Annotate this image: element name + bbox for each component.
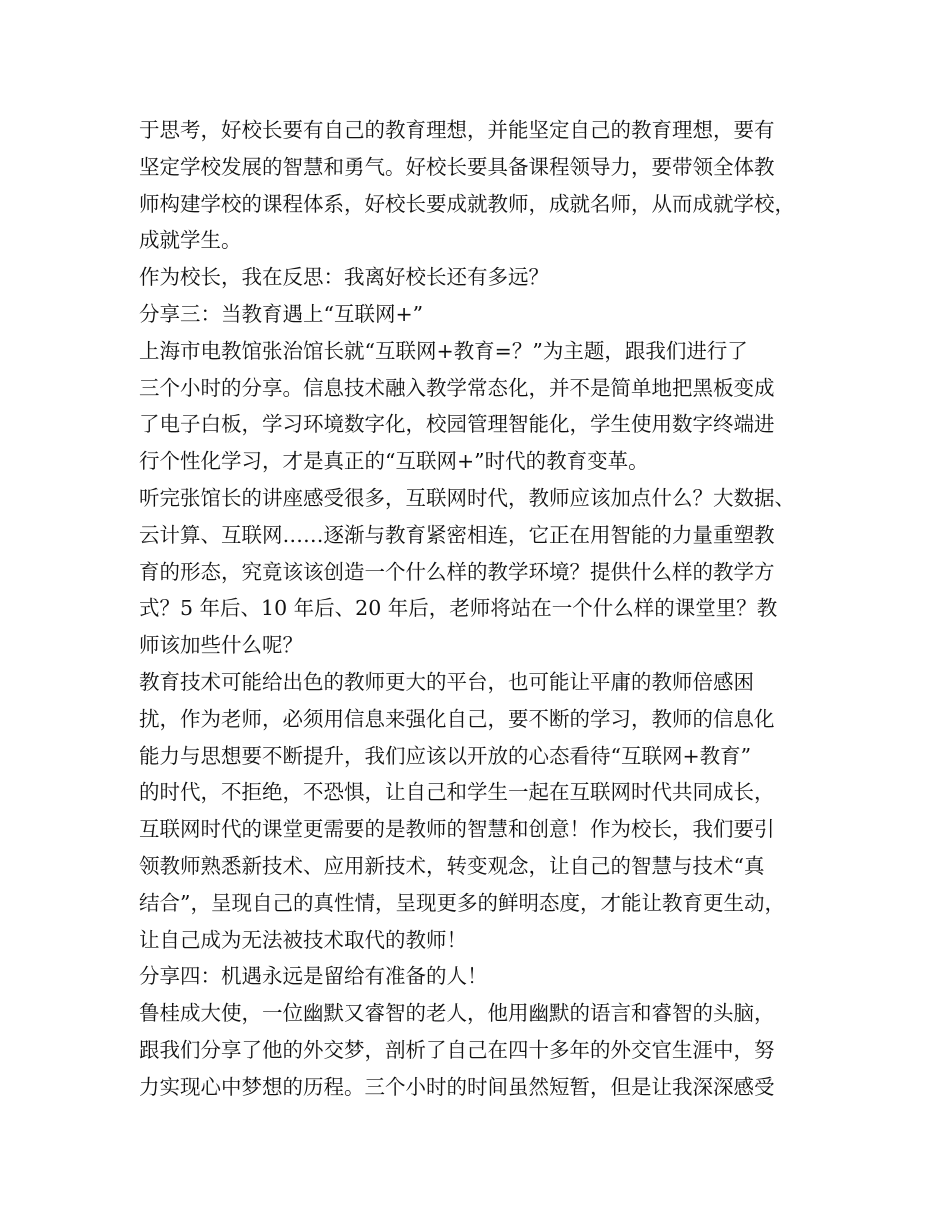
text-line: 力实现心中梦想的历程。三个小时的时间虽然短暂，但是让我深深感受 xyxy=(139,1074,775,1099)
text-line: 结合”，呈现自己的真性情，呈现更多的鲜明态度，才能让教育更生动， xyxy=(139,890,785,915)
text-line: 上海市电教馆张治馆长就“互联网+教育=？”为主题，跟我们进行了 xyxy=(139,338,748,363)
document-body xyxy=(139,112,829,1106)
text-line: 领教师熟悉新技术、应用新技术，转变观念，让自己的智慧与技术“真 xyxy=(139,853,765,878)
text-line: 三个小时的分享。信息技术融入教学常态化，并不是简单地把黑板变成 xyxy=(139,375,775,400)
section-heading: 分享四：机遇永远是留给有准备的人！ xyxy=(139,964,488,989)
text-line: 的时代，不拒绝，不恐惧，让自己和学生一起在互联网时代共同成长， xyxy=(139,780,775,805)
text-line: 于思考，好校长要有自己的教育理想，并能坚定自己的教育理想，要有 xyxy=(139,118,775,142)
text-line: 扰，作为老师，必须用信息来强化自己，要不断的学习，教师的信息化 xyxy=(139,706,775,731)
text-line: 能力与思想要不断提升，我们应该以开放的心态看待“互联网+教育” xyxy=(139,743,752,768)
text-line: 坚定学校发展的智慧和勇气。好校长要具备课程领导力，要带领全体教 xyxy=(139,154,775,179)
text-line: 了电子白板，学习环境数字化，校园管理智能化，学生使用数字终端进 xyxy=(139,412,775,437)
text-line: 式？5 年后、10 年后、20 年后，老师将站在一个什么样的课堂里？教 xyxy=(139,596,778,621)
text-line: 跟我们分享了他的外交梦，剖析了自己在四十多年的外交官生涯中，努 xyxy=(139,1037,775,1062)
text-line: 作为校长，我在反思：我离好校长还有多远？ xyxy=(139,265,549,290)
text-line: 鲁桂成大使，一位幽默又睿智的老人，他用幽默的语言和睿智的头脑， xyxy=(139,1001,775,1026)
text-line: 听完张馆长的讲座感受很多，互联网时代，教师应该加点什么？大数据、 xyxy=(139,485,795,510)
text-line: 师构建学校的课程体系，好校长要成就教师，成就名师，从而成就学校， xyxy=(139,191,795,216)
text-line: 行个性化学习，才是真正的“互联网+”时代的教育变革。 xyxy=(139,449,649,474)
text-line: 教育技术可能给出色的教师更大的平台，也可能让平庸的教师倍感困 xyxy=(139,669,754,694)
text-line: 师该加些什么呢？ xyxy=(139,633,303,658)
section-heading: 分享三：当教育遇上“互联网+” xyxy=(139,301,424,326)
text-line: 成就学生。 xyxy=(139,228,242,253)
text-line: 云计算、互联网……逐渐与教育紧密相连，它正在用智能的力量重塑教 xyxy=(139,522,775,547)
text-line: 让自己成为无法被技术取代的教师！ xyxy=(139,927,467,952)
text-line: 互联网时代的课堂更需要的是教师的智慧和创意！作为校长，我们要引 xyxy=(139,817,775,842)
text-line: 育的形态，究竟该该创造一个什么样的教学环境？提供什么样的教学方 xyxy=(139,559,775,584)
